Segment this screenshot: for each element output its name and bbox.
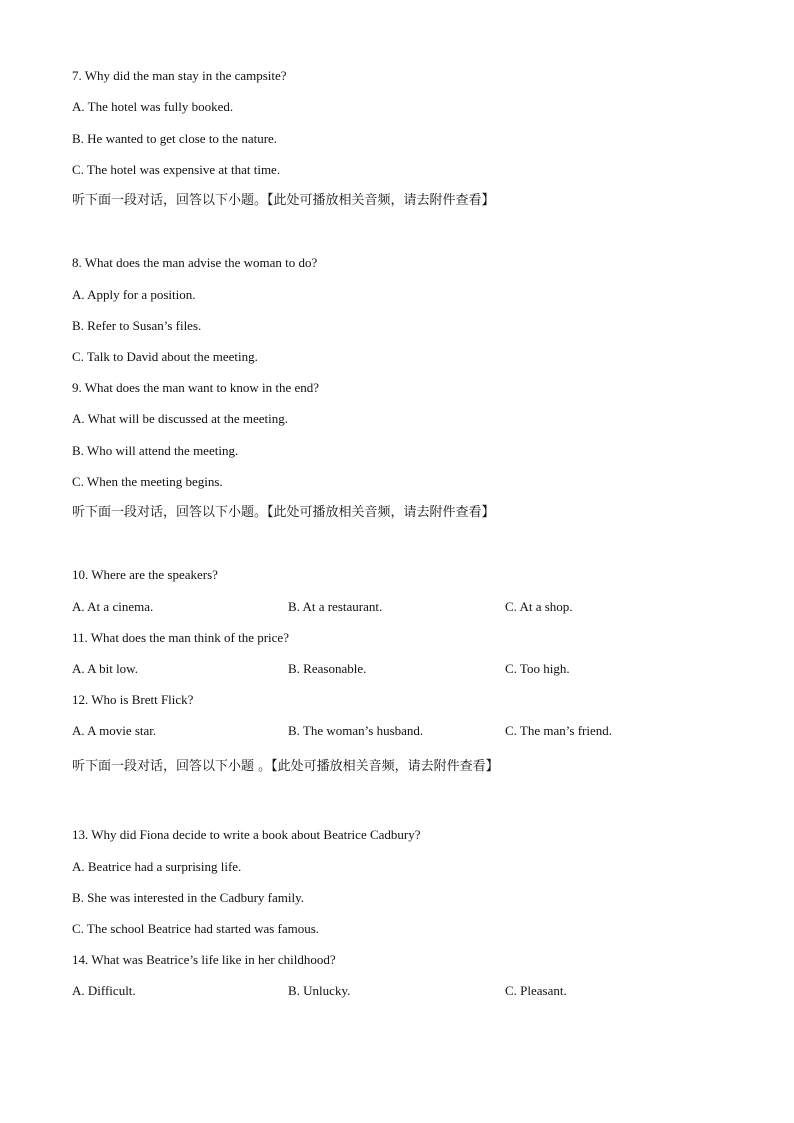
q14-option-b: B. Unlucky. [288, 983, 351, 998]
question-13: 13. Why did Fiona decide to write a book about Beatrice Cadbury? [72, 827, 421, 842]
q9-option-b: B. Who will attend the meeting. [72, 443, 239, 458]
q11-option-c: C. Too high. [505, 661, 570, 676]
question-8: 8. What does the man advise the woman to do? [72, 255, 318, 270]
question-7: 7. Why did the man stay in the campsite? [72, 68, 287, 83]
q7-option-c: C. The hotel was expensive at that time. [72, 162, 281, 177]
q11-option-b: B. Reasonable. [288, 661, 367, 676]
q9-option-a: A. What will be discussed at the meeting. [72, 411, 289, 426]
q13-option-c: C. The school Beatrice had started was famous. [72, 921, 320, 936]
q8-option-b: B. Refer to Susan’s files. [72, 318, 202, 333]
audio-instruction-2: 听下面一段对话，回答以下小题。【此处可播放相关音频，请去附件查看】 [72, 505, 495, 520]
q13-option-b: B. She was interested in the Cadbury family. [72, 890, 305, 905]
q14-options [72, 983, 772, 999]
q10-option-a: A. At a cinema. [72, 599, 154, 614]
q10-option-b: B. At a restaurant. [288, 599, 383, 614]
q8-option-a: A. Apply for a position. [72, 287, 196, 302]
q10-options [72, 599, 772, 615]
q11-options [72, 661, 772, 677]
q12-option-a: A. A movie star. [72, 723, 157, 738]
audio-instruction-1: 听下面一段对话，回答以下小题。【此处可播放相关音频，请去附件查看】 [72, 193, 495, 208]
q13-option-a: A. Beatrice had a surprising life. [72, 859, 242, 874]
q7-option-a: A. The hotel was fully booked. [72, 99, 234, 114]
q7-option-b: B. He wanted to get close to the nature. [72, 131, 278, 146]
q14-option-a: A. Difficult. [72, 983, 136, 998]
question-14: 14. What was Beatrice’s life like in her childhood? [72, 952, 336, 967]
q12-option-c: C. The man’s friend. [505, 723, 612, 738]
q12-option-b: B. The woman’s husband. [288, 723, 424, 738]
question-12: 12. Who is Brett Flick? [72, 692, 194, 707]
audio-instruction-3: 听下面一段对话，回答以下小题 。【此处可播放相关音频，请去附件查看】 [72, 759, 499, 774]
q14-option-c: C. Pleasant. [505, 983, 567, 998]
q8-option-c: C. Talk to David about the meeting. [72, 349, 258, 364]
question-9: 9. What does the man want to know in the end? [72, 380, 320, 395]
question-10: 10. Where are the speakers? [72, 567, 218, 582]
q12-options [72, 723, 772, 739]
question-11: 11. What does the man think of the price? [72, 630, 289, 645]
q10-option-c: C. At a shop. [505, 599, 573, 614]
q11-option-a: A. A bit low. [72, 661, 138, 676]
q9-option-c: C. When the meeting begins. [72, 474, 223, 489]
